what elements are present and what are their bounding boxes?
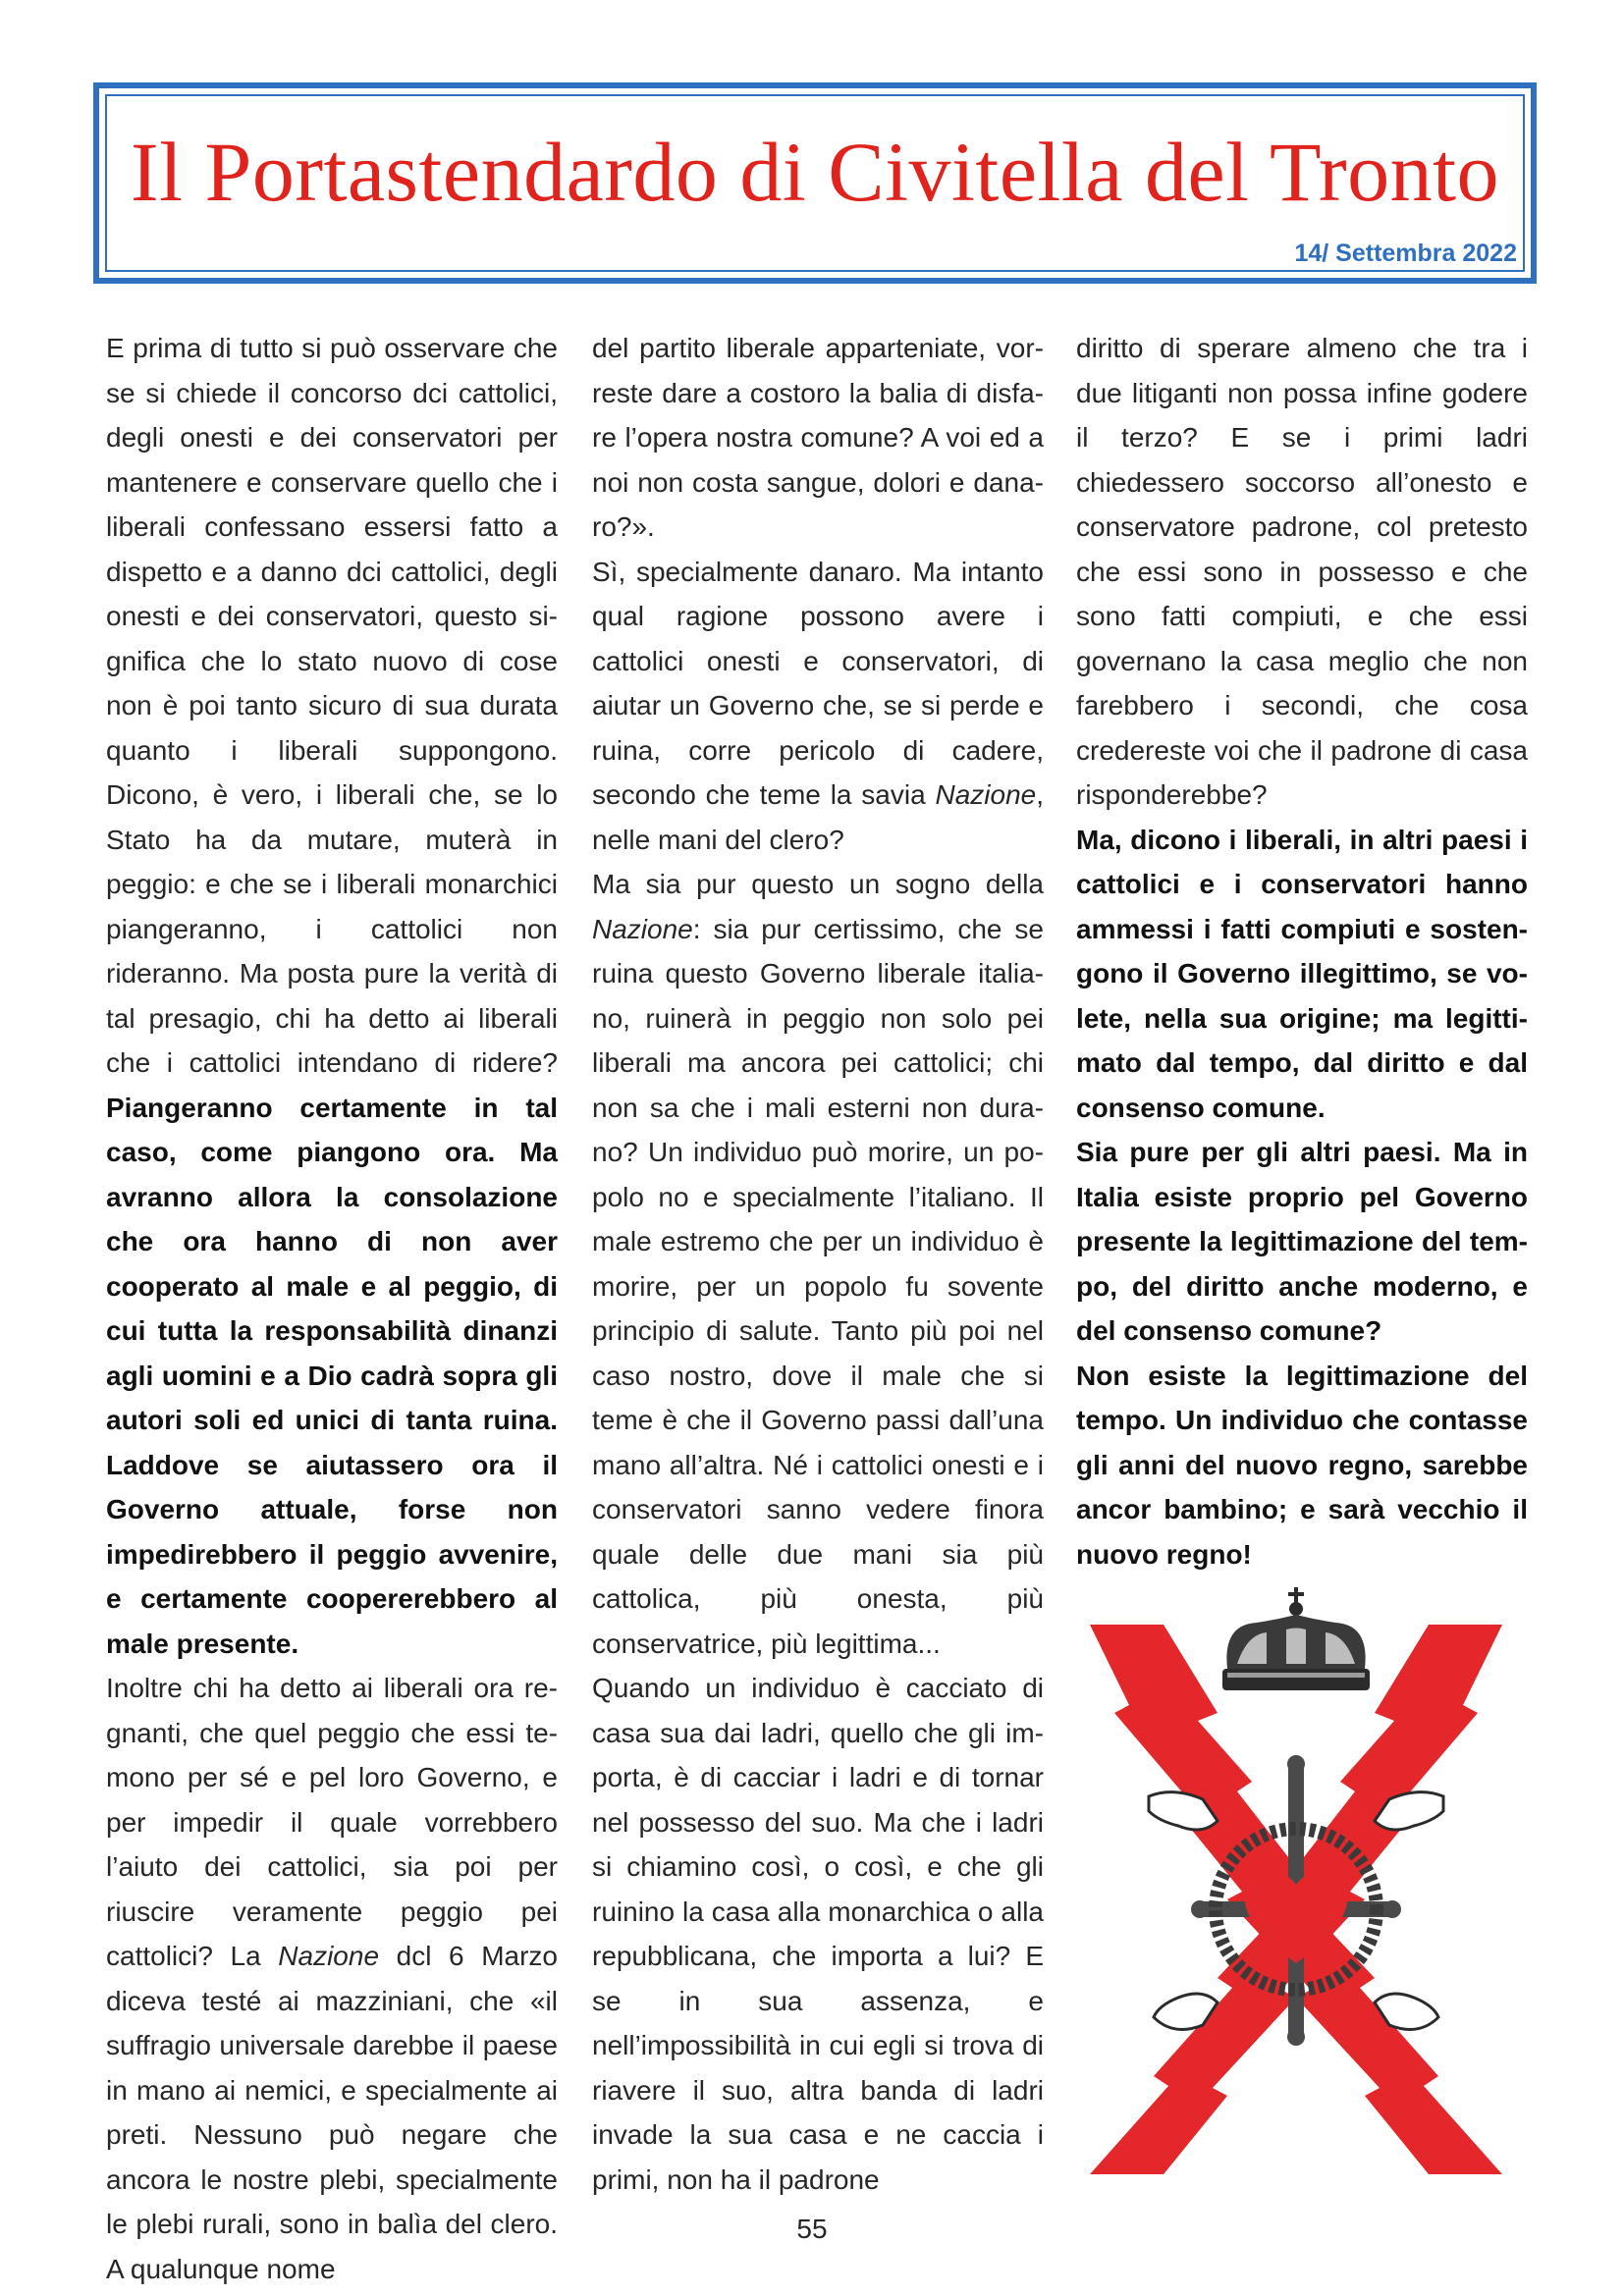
paragraph-text: , nelle mani del clero? <box>592 779 1044 855</box>
paragraph: Quando un individuo è cacciato di casa sua dai ladri, quello che gli importa, è di cacciar i ladri e di tornar nel possesso del suo. Ma che i ladri si chiamino così, o così, e che gli ruinino la casa alla monarchica o alla repubblicana, che importa a lui? E se in sua assenza, e nell’impossibilità in cui egli si trova di riavere il suo, altra banda di ladri invade la sua casa e ne caccia i primi, non ha il padrone <box>592 1673 1044 2195</box>
paragraph-text: Sì, specialmente danaro. Ma intanto qual ragione possono avere i cattolici onesti e conservatori, di aiutar un Governo che, se si perde e ruina, corre pericolo di cadere, secondo che teme la savia <box>592 556 1044 810</box>
crown-icon <box>1222 1587 1370 1690</box>
newspaper-name: Nazione <box>592 913 693 944</box>
article-column-2 <box>592 326 1044 2202</box>
paragraph <box>106 326 558 1666</box>
newspaper-name: Nazione <box>935 779 1037 810</box>
sacred-heart-emblem-icon <box>1080 1585 1512 2184</box>
bold-paragraph: Non esiste la legittimazione del tempo. Un individuo che contasse gli anni del nuovo regno, sarebbe ancor bambino; e sarà vecchio il nuovo regno! <box>1076 1360 1528 1570</box>
paragraph-text: E prima di tutto si può osservare che se si chiede il concorso dci cattolici, degli onesti e dei conservatori per mantenere e conservare quello che i liberali confessano essersi fatto a dispetto e a danno dci cattolici, degli onesti e dei conservatori, questo significa che lo stato nuovo di cose non è poi tanto sicuro di sua durata quanto i liberali suppongono. Dicono, è vero, i liberali che, se lo Stato ha da mutare, muterà in peggio: e che se i liberali monarchici piangeranno, i cattolici non rideranno. Ma posta pure la verità di tal presagio, chi ha detto ai liberali che i cattolici intendano di ridere? <box>106 333 558 1078</box>
bold-paragraph: Ma, dicono i liberali, in altri paesi i cattolici e i conservatori hanno ammessi i fatti compiuti e sostengono il Governo illegittimo, se volete, nella sua origine; ma legittimato dal tempo, dal diritto e dal consenso comune. <box>1076 824 1528 1123</box>
newspaper-name: Nazione <box>278 1941 380 1971</box>
article-column-3 <box>1076 326 1528 1576</box>
paragraph-text: Inoltre chi ha detto ai liberali ora regnanti, che quel peggio che essi temono per sé e pel loro Governo, e per impedir il quale vorrebbero l’aiuto dei cattolici, sia poi per riuscire veramente peggio pei cattolici? La <box>106 1673 558 1971</box>
paragraph-text: : sia pur certissimo, che se ruina questo Governo liberale italiano, ruinerà in peggio non solo pei liberali ma ancora pei cattolici; chi non sa che i mali esterni non durano? Un individuo può morire, un popolo no e specialmente l’italiano. Il male estremo che per un individuo è morire, per un popolo fu sovente principio di salute. Tanto più poi nel caso nostro, dove il male che si teme è che il Governo passi dall’una mano all’altra. Né i cattolici onesti e i conservatori sanno vedere finora quale delle due mani sia più cattolica, più onesta, più conservatrice, più legittima... <box>592 913 1044 1659</box>
paragraph: del partito liberale apparteniate, vorreste dare a costoro la balia di disfare l’opera nostra comune? A voi ed a noi non costa sangue, dolori e danaro?». <box>592 333 1044 542</box>
paragraph: diritto di sperare almeno che tra i due litiganti non possa infine godere il terzo? E se i primi ladri chiedessero soccorso all’onesto e conservatore padrone, col pretesto che essi sono in possesso e che sono fatti compiuti, e che essi governano la casa meglio che non farebbero i secondi, che cosa credereste voi che il padrone di casa risponderebbe? <box>1076 333 1528 810</box>
bold-paragraph: Sia pure per gli altri paesi. Ma in Italia esiste proprio pel Governo presente la legittimazione del tempo, del diritto anche moderno, e del consenso comune? <box>1076 1137 1528 1346</box>
paragraph <box>106 1666 558 2291</box>
paragraph <box>592 550 1044 863</box>
paragraph-text: Ma sia pur questo un sogno della <box>592 869 1044 899</box>
page-number: 55 <box>796 2214 828 2244</box>
article-column-1 <box>106 326 558 2291</box>
publication-title: Il Portastendardo di Civitella del Tronto <box>130 125 1500 219</box>
issue-date: 14/ Settembra 2022 <box>1294 240 1517 267</box>
masthead <box>93 82 1537 284</box>
paragraph <box>592 862 1044 1666</box>
paragraph-text: dcl 6 Marzo diceva testé ai mazziniani, che «il suffragio universale darebbe il paese in mano ai nemici, e specialmente ai preti. Nessuno può negare che ancora le nostre plebi, specialmente le plebi rurali, sono in balìa del clero. A qualunque nome <box>106 1941 559 2284</box>
bold-text: Piangeranno certamente in tal caso, come piangono ora. Ma avranno allora la consolazione che ora hanno di non aver cooperato al male e al peggio, di cui tutta la responsabilità dinanzi agli uomini e a Dio cadrà sopra gli autori soli ed unici di tanta ruina. Laddove se aiutassero ora il Governo attuale, forse non impedirebbero il peggio avvenire, e certamente coopererebbero al male presente. <box>106 1092 558 1659</box>
